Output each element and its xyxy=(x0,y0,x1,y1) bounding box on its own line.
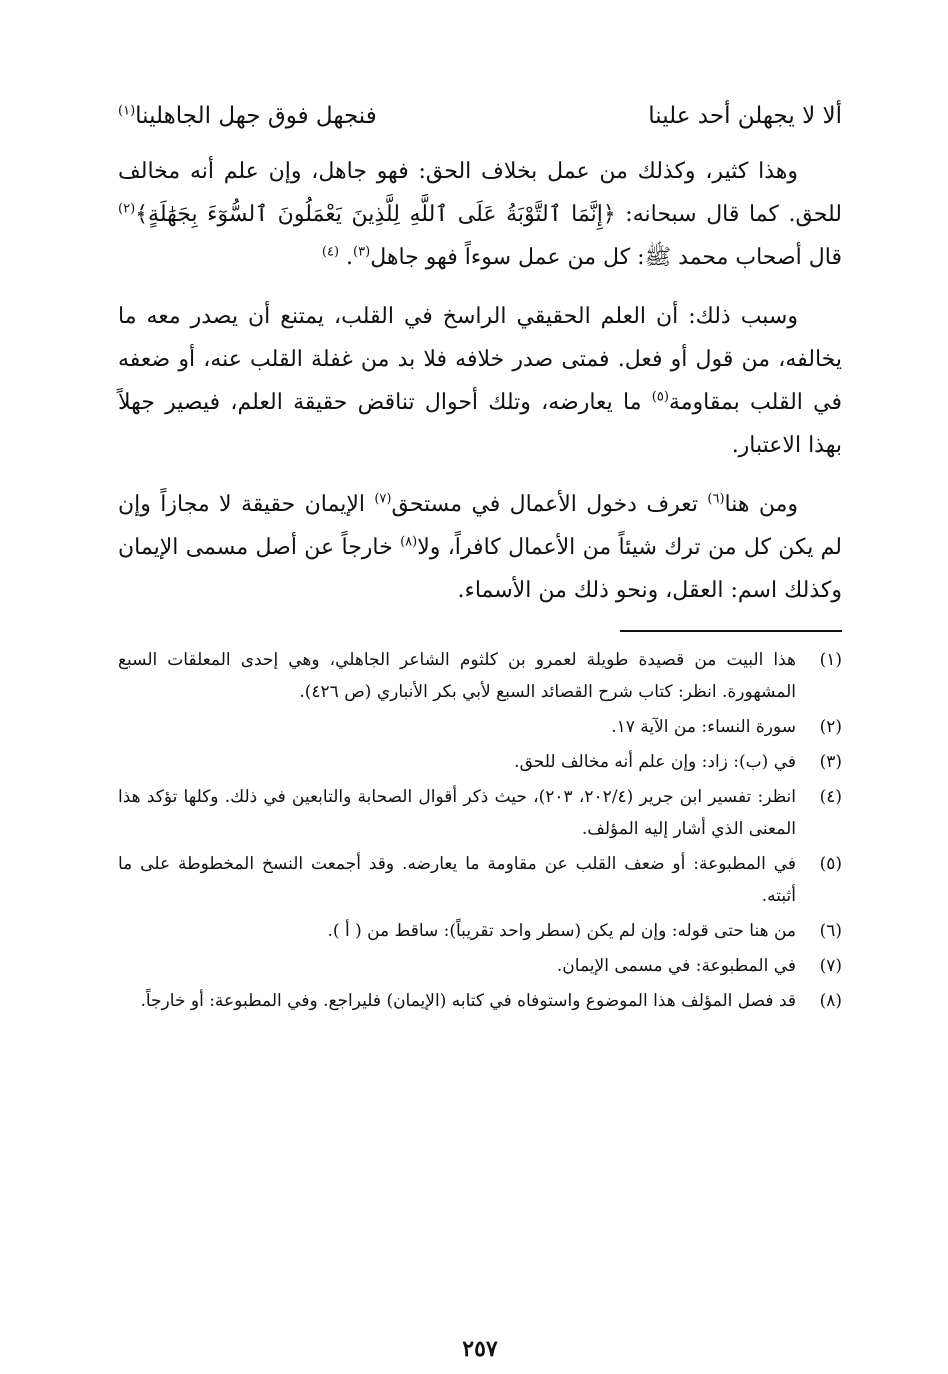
footnote-number: (٦) xyxy=(819,921,842,941)
footnote-text: انظر: تفسير ابن جرير (٢٠٢/٤، ٢٠٣)، حيث ذكر أقوال الصحابة والتابعين في ذلك. وكلها تؤكد هذا المعنى الذي أشار إليه المؤلف. xyxy=(118,787,796,839)
footnote-item xyxy=(118,711,842,743)
footnote-item xyxy=(118,746,842,778)
footnote-item xyxy=(118,915,842,947)
footnote-item xyxy=(118,848,842,912)
footnote-ref: (٨) xyxy=(400,534,418,550)
footnote-text: في المطبوعة: في مسمى الإيمان. xyxy=(556,956,796,976)
footnote-number: (٣) xyxy=(819,752,842,772)
verse-first-hemistich: ألا لا يجهلن أحد علينا xyxy=(648,103,842,129)
footnote-number: (١) xyxy=(819,650,842,670)
footnote-number: (٥) xyxy=(819,854,842,874)
footnotes xyxy=(118,644,842,1017)
footnote-item xyxy=(118,950,842,982)
footnote-divider xyxy=(620,630,842,632)
footnote-ref: (٣) xyxy=(353,244,371,260)
footnote-ref: (٢) xyxy=(118,201,136,217)
footnote-ref: (٥) xyxy=(651,389,669,405)
page-number: ٢٥٧ xyxy=(462,1336,498,1362)
footnote-ref: (١) xyxy=(118,103,136,119)
footnote-item xyxy=(118,781,842,845)
footnote-number: (٢) xyxy=(819,717,842,737)
footnote-text: قد فصل المؤلف هذا الموضوع واستوفاه في كتابه (الإيمان) فليراجع. وفي المطبوعة: أو خارجاً. xyxy=(140,991,796,1011)
verse-second-hemistich: فنجهل فوق جهل الجاهلينا$^{(١)}$ xyxy=(118,103,377,129)
poetry-verse xyxy=(118,96,842,140)
paragraph-2: وسبب ذلك: أن العلم الحقيقي الراسخ في القلب، يمتنع أن يصدر معه ما يخالفه، من قول أو فعل. فمتى صدر خلافه فلا بد من غفلة القلب عنه، أو ضعفه في القلب بمقاومة$^{(٥)}$ ما يعارضه، وتلك أحوال تناقض حقيقة العلم، فيصير جهلاً بهذا الاعتبار. xyxy=(118,304,843,458)
footnote-item xyxy=(118,985,842,1017)
footnote-item xyxy=(118,644,842,708)
footnote-ref: (٤) xyxy=(321,244,340,260)
footnote-ref: (٦) xyxy=(707,491,725,507)
footnote-number: (٧) xyxy=(819,956,842,976)
paragraph-1: وهذا كثير، وكذلك من عمل بخلاف الحق: فهو جاهل، وإن علم أنه مخالف للحق. كما قال سبحانه: ﴿إِنَّمَا ٱلتَّوْبَةُ عَلَى ٱللَّهِ لِلَّذِينَ يَعْمَلُونَ ٱلسُّوٓءَ بِجَهَٰلَةٍ﴾$^{(٢)}$ قال أصحاب محمد ﷺ: كل من عمل سوءاً فهو جاهل$^{(٣)}$. $^{(٤)}$ xyxy=(118,159,842,270)
footnote-text: سورة النساء: من الآية ١٧. xyxy=(611,717,796,737)
footnote-number: (٤) xyxy=(819,787,842,807)
book-page xyxy=(118,96,843,1362)
footnote-text: في (ب): زاد: وإن علم أنه مخالف للحق. xyxy=(514,752,796,772)
footnote-text: في المطبوعة: أو ضعف القلب عن مقاومة ما يعارضه. وقد أجمعت النسخ المخطوطة على ما أثبته. xyxy=(118,854,796,906)
main-text xyxy=(118,150,842,612)
footnote-ref: (٧) xyxy=(374,491,392,507)
footnote-text: من هنا حتى قوله: وإن لم يكن (سطر واحد تقريباً): ساقط من ( أ ). xyxy=(327,921,796,941)
footnote-number: (٨) xyxy=(819,991,842,1011)
footnote-text: هذا البيت من قصيدة طويلة لعمرو بن كلثوم الشاعر الجاهلي، وهي إحدى المعلقات السبع المشهورة. انظر: كتاب شرح القصائد السبع لأبي بكر الأنباري (ص ٤٢٦). xyxy=(118,650,796,702)
paragraph-3: ومن هنا$^{(٦)}$ تعرف دخول الأعمال في مستحق$^{(٧)}$ الإيمان حقيقة لا مجازاً وإن لم يكن كل من ترك شيئاً من الأعمال كافراً، ولا$^{(٨)}$ خارجاً عن أصل مسمى الإيمان وكذلك اسم: العقل، ونحو ذلك من الأسماء. xyxy=(118,491,842,603)
